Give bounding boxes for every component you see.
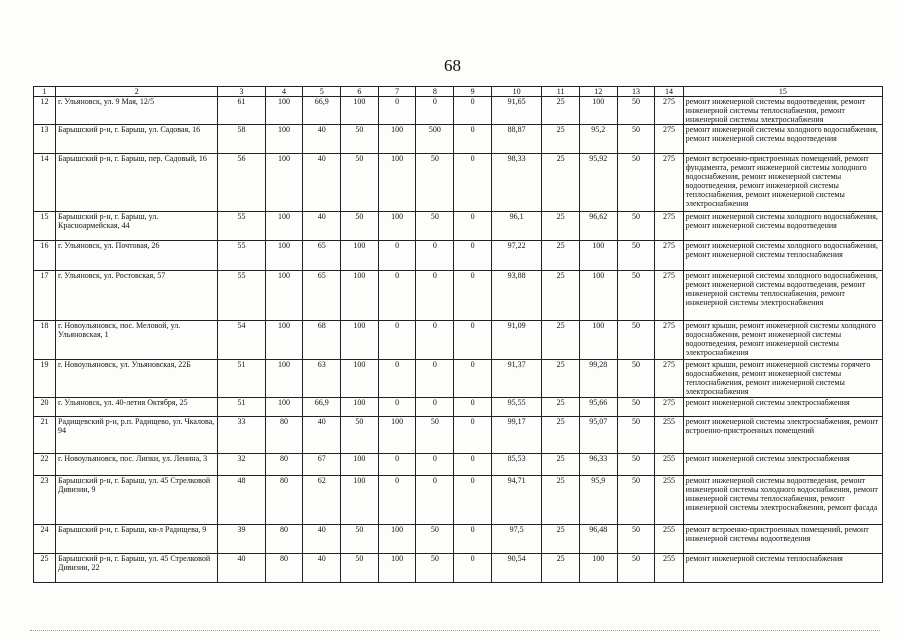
table-cell: 25 — [542, 476, 580, 525]
address-cell: Барышский р-н, г. Барыш, пер. Садовый, 16 — [56, 154, 218, 212]
table-cell: 50 — [617, 454, 655, 476]
column-header: 2 — [56, 87, 218, 97]
table-cell: 93,88 — [491, 271, 541, 321]
table-cell: 50 — [617, 212, 655, 241]
table-cell: 20 — [34, 398, 56, 417]
works-cell: ремонт инженерной системы электроснабжения, ремонт встроенно-пристроенных помещений — [683, 417, 882, 454]
table-cell: 100 — [579, 271, 617, 321]
address-cell: Барышский р-н, г. Барыш, ул. 45 Стрелковой Дивизии, 9 — [56, 476, 218, 525]
table-cell: 40 — [303, 212, 341, 241]
table-cell: 0 — [454, 125, 492, 154]
table-cell: 0 — [454, 554, 492, 583]
column-header: 9 — [454, 87, 492, 97]
column-header: 13 — [617, 87, 655, 97]
table-cell: 0 — [454, 417, 492, 454]
table-cell: 25 — [542, 321, 580, 360]
table-row — [34, 212, 883, 241]
table-cell: 100 — [341, 241, 379, 271]
table-cell: 100 — [378, 554, 416, 583]
table-cell: 50 — [617, 271, 655, 321]
table-cell: 50 — [617, 97, 655, 125]
column-header: 14 — [655, 87, 683, 97]
table-cell: 50 — [617, 241, 655, 271]
table-cell: 12 — [34, 97, 56, 125]
table-cell: 0 — [416, 360, 454, 398]
works-cell: ремонт инженерной системы холодного водоснабжения, ремонт инженерной системы водоотведения — [683, 212, 882, 241]
table-cell: 0 — [416, 398, 454, 417]
table-cell: 0 — [454, 321, 492, 360]
works-cell: ремонт крыши, ремонт инженерной системы горячего водоснабжения, ремонт инженерной системы теплоснабжения, ремонт инженерной системы электроснабжения — [683, 360, 882, 398]
works-cell: ремонт инженерной системы водоотведения, ремонт инженерной системы холодного водоснабжения, ремонт инженерной системы теплоснабжения, ремонт инженерной системы электроснабжения, ремонт фасада — [683, 476, 882, 525]
table-row — [34, 476, 883, 525]
table-cell: 275 — [655, 212, 683, 241]
table-cell: 100 — [265, 125, 303, 154]
table-cell: 40 — [303, 417, 341, 454]
table-cell: 100 — [265, 398, 303, 417]
table-cell: 95,07 — [579, 417, 617, 454]
works-cell: ремонт инженерной системы электроснабжения — [683, 398, 882, 417]
table-cell: 100 — [341, 454, 379, 476]
table-cell: 23 — [34, 476, 56, 525]
table-cell: 275 — [655, 321, 683, 360]
table-cell: 91,09 — [491, 321, 541, 360]
table-cell: 100 — [265, 97, 303, 125]
table-cell: 0 — [454, 476, 492, 525]
table-cell: 98,33 — [491, 154, 541, 212]
table-cell: 0 — [378, 360, 416, 398]
table-cell: 275 — [655, 97, 683, 125]
table-cell: 50 — [617, 417, 655, 454]
table-cell: 255 — [655, 454, 683, 476]
table-cell: 95,55 — [491, 398, 541, 417]
table-cell: 66,9 — [303, 398, 341, 417]
table-cell: 100 — [378, 417, 416, 454]
table-cell: 50 — [617, 154, 655, 212]
table-cell: 25 — [542, 271, 580, 321]
address-cell: г. Новоульяновск, пос. Липки, ул. Ленина, 3 — [56, 454, 218, 476]
table-cell: 50 — [341, 554, 379, 583]
table-cell: 50 — [341, 212, 379, 241]
table-cell: 255 — [655, 417, 683, 454]
table-cell: 100 — [265, 241, 303, 271]
address-cell: Барышский р-н, г. Барыш, ул. Красноармейская, 44 — [56, 212, 218, 241]
table-cell: 18 — [34, 321, 56, 360]
table-cell: 63 — [303, 360, 341, 398]
table-cell: 55 — [218, 212, 265, 241]
column-header: 4 — [265, 87, 303, 97]
table-cell: 0 — [416, 476, 454, 525]
table-cell: 255 — [655, 554, 683, 583]
table-cell: 50 — [341, 417, 379, 454]
table-cell: 100 — [341, 321, 379, 360]
table-cell: 19 — [34, 360, 56, 398]
table-cell: 100 — [341, 360, 379, 398]
table-cell: 100 — [341, 398, 379, 417]
address-cell: Барышский р-н, г. Барыш, кв-л Радищева, 9 — [56, 525, 218, 554]
table-cell: 50 — [617, 525, 655, 554]
table-cell: 50 — [341, 525, 379, 554]
address-cell: г. Ульяновск, ул. 9 Мая, 12/5 — [56, 97, 218, 125]
table-cell: 50 — [617, 398, 655, 417]
works-cell: ремонт встроенно-пристроенных помещений, ремонт инженерной системы водоотведения — [683, 525, 882, 554]
table-cell: 0 — [454, 360, 492, 398]
table-cell: 0 — [454, 398, 492, 417]
table-cell: 50 — [617, 125, 655, 154]
table-cell: 25 — [542, 454, 580, 476]
table-cell: 100 — [265, 154, 303, 212]
table-cell: 255 — [655, 525, 683, 554]
table-cell: 25 — [542, 125, 580, 154]
works-cell: ремонт инженерной системы холодного водоснабжения, ремонт инженерной системы водоотведения — [683, 125, 882, 154]
table-cell: 24 — [34, 525, 56, 554]
address-cell: г. Ульяновск, ул. 40-летия Октября, 25 — [56, 398, 218, 417]
table-cell: 100 — [579, 97, 617, 125]
table-cell: 100 — [265, 321, 303, 360]
table-cell: 96,33 — [579, 454, 617, 476]
table-cell: 25 — [542, 97, 580, 125]
table-cell: 0 — [378, 454, 416, 476]
table-cell: 96,62 — [579, 212, 617, 241]
table-row — [34, 454, 883, 476]
table-cell: 88,87 — [491, 125, 541, 154]
table-cell: 65 — [303, 271, 341, 321]
table-cell: 32 — [218, 454, 265, 476]
table-cell: 95,9 — [579, 476, 617, 525]
table-cell: 50 — [617, 476, 655, 525]
table-cell: 500 — [416, 125, 454, 154]
table-cell: 65 — [303, 241, 341, 271]
table-cell: 25 — [34, 554, 56, 583]
works-cell: ремонт инженерной системы электроснабжения — [683, 454, 882, 476]
table-cell: 0 — [378, 271, 416, 321]
table-cell: 275 — [655, 398, 683, 417]
table-cell: 94,71 — [491, 476, 541, 525]
column-header: 15 — [683, 87, 882, 97]
address-cell: г. Новоульяновск, ул. Ульяновская, 22Б — [56, 360, 218, 398]
table-cell: 80 — [265, 454, 303, 476]
table-cell: 25 — [542, 398, 580, 417]
table-cell: 96,1 — [491, 212, 541, 241]
table-cell: 91,65 — [491, 97, 541, 125]
table-cell: 0 — [416, 321, 454, 360]
table-row — [34, 154, 883, 212]
table-cell: 13 — [34, 125, 56, 154]
table-cell: 275 — [655, 154, 683, 212]
table-cell: 39 — [218, 525, 265, 554]
table-cell: 15 — [34, 212, 56, 241]
table-cell: 99,28 — [579, 360, 617, 398]
works-cell: ремонт встроенно-пристроенных помещений, ремонт фундамента, ремонт инженерной системы холодного водоснабжения, ремонт инженерной системы водоотведения, ремонт инженерной системы теплоснабжения, ремонт инженерной системы электроснабжения — [683, 154, 882, 212]
table-cell: 99,17 — [491, 417, 541, 454]
table-cell: 0 — [416, 241, 454, 271]
table-cell: 51 — [218, 398, 265, 417]
repair-table — [33, 86, 883, 583]
table-cell: 66,9 — [303, 97, 341, 125]
table-cell: 100 — [378, 154, 416, 212]
table-cell: 14 — [34, 154, 56, 212]
table-row — [34, 417, 883, 454]
scan-edge — [30, 630, 880, 634]
table-cell: 0 — [378, 241, 416, 271]
works-cell: ремонт инженерной системы холодного водоснабжения, ремонт инженерной системы теплоснабжения — [683, 241, 882, 271]
address-cell: г. Ульяновск, ул. Ростовская, 57 — [56, 271, 218, 321]
table-cell: 21 — [34, 417, 56, 454]
table-row — [34, 360, 883, 398]
address-cell: Барышский р-н, г. Барыш, ул. 45 Стрелковой Дивизии, 22 — [56, 554, 218, 583]
table-cell: 0 — [378, 476, 416, 525]
table-cell: 50 — [416, 212, 454, 241]
table-cell: 25 — [542, 554, 580, 583]
table-cell: 91,37 — [491, 360, 541, 398]
table-row — [34, 271, 883, 321]
table-cell: 25 — [542, 360, 580, 398]
column-header: 1 — [34, 87, 56, 97]
table-cell: 33 — [218, 417, 265, 454]
table-cell: 0 — [454, 271, 492, 321]
table-cell: 0 — [454, 154, 492, 212]
table-cell: 275 — [655, 271, 683, 321]
table-cell: 48 — [218, 476, 265, 525]
table-cell: 50 — [617, 554, 655, 583]
table-row — [34, 525, 883, 554]
table-cell: 275 — [655, 241, 683, 271]
table-cell: 50 — [416, 154, 454, 212]
table-cell: 0 — [378, 321, 416, 360]
table-cell: 56 — [218, 154, 265, 212]
table-cell: 97,5 — [491, 525, 541, 554]
table-cell: 50 — [416, 554, 454, 583]
table-cell: 0 — [454, 241, 492, 271]
table-cell: 100 — [265, 271, 303, 321]
table-cell: 80 — [265, 554, 303, 583]
table-cell: 0 — [454, 97, 492, 125]
table-cell: 62 — [303, 476, 341, 525]
table-cell: 80 — [265, 525, 303, 554]
table-cell: 0 — [454, 454, 492, 476]
works-cell: ремонт инженерной системы теплоснабжения — [683, 554, 882, 583]
column-header: 10 — [491, 87, 541, 97]
table-cell: 58 — [218, 125, 265, 154]
table-cell: 96,48 — [579, 525, 617, 554]
column-header: 6 — [341, 87, 379, 97]
table-cell: 22 — [34, 454, 56, 476]
table-cell: 100 — [341, 476, 379, 525]
table-cell: 255 — [655, 476, 683, 525]
works-cell: ремонт крыши, ремонт инженерной системы холодного водоснабжения, ремонт инженерной системы водоотведения, ремонт инженерной системы электроснабжения — [683, 321, 882, 360]
table-row — [34, 125, 883, 154]
table-row — [34, 554, 883, 583]
table-cell: 90,54 — [491, 554, 541, 583]
column-header: 3 — [218, 87, 265, 97]
table-cell: 40 — [303, 554, 341, 583]
table-cell: 55 — [218, 241, 265, 271]
table-cell: 40 — [218, 554, 265, 583]
table-row — [34, 241, 883, 271]
table-cell: 100 — [341, 271, 379, 321]
table-cell: 275 — [655, 125, 683, 154]
address-cell: Радищевский р-н, р.п. Радищево, ул. Чкалова, 94 — [56, 417, 218, 454]
table-cell: 25 — [542, 417, 580, 454]
column-header: 12 — [579, 87, 617, 97]
table-cell: 0 — [416, 454, 454, 476]
table-cell: 68 — [303, 321, 341, 360]
table-cell: 0 — [378, 97, 416, 125]
table-cell: 17 — [34, 271, 56, 321]
table-cell: 0 — [454, 525, 492, 554]
table-cell: 275 — [655, 360, 683, 398]
header-row — [34, 87, 883, 97]
table-cell: 67 — [303, 454, 341, 476]
table-row — [34, 321, 883, 360]
table-cell: 55 — [218, 271, 265, 321]
table-cell: 100 — [378, 212, 416, 241]
table-cell: 25 — [542, 525, 580, 554]
table-cell: 50 — [341, 154, 379, 212]
column-header: 8 — [416, 87, 454, 97]
address-cell: г. Новоульяновск, пос. Меловой, ул. Ульяновская, 1 — [56, 321, 218, 360]
table-cell: 54 — [218, 321, 265, 360]
table-cell: 100 — [265, 212, 303, 241]
table-cell: 40 — [303, 525, 341, 554]
table-cell: 50 — [617, 360, 655, 398]
table-cell: 16 — [34, 241, 56, 271]
table-cell: 0 — [416, 97, 454, 125]
table-cell: 61 — [218, 97, 265, 125]
table-cell: 80 — [265, 476, 303, 525]
table-cell: 100 — [579, 321, 617, 360]
works-cell: ремонт инженерной системы холодного водоснабжения, ремонт инженерной системы водоотведения, ремонт инженерной системы теплоснабжения, ремонт инженерной системы электроснабжения — [683, 271, 882, 321]
table-cell: 50 — [341, 125, 379, 154]
table-cell: 80 — [265, 417, 303, 454]
table-cell: 25 — [542, 212, 580, 241]
table-cell: 40 — [303, 125, 341, 154]
table-cell: 100 — [579, 241, 617, 271]
column-header: 11 — [542, 87, 580, 97]
works-cell: ремонт инженерной системы водоотведения, ремонт инженерной системы теплоснабжения, ремонт инженерной системы электроснабжения — [683, 97, 882, 125]
table-cell: 50 — [416, 525, 454, 554]
table-cell: 0 — [416, 271, 454, 321]
table-cell: 25 — [542, 154, 580, 212]
address-cell: г. Ульяновск, ул. Почтовая, 26 — [56, 241, 218, 271]
page-number: 68 — [444, 56, 461, 75]
table-cell: 51 — [218, 360, 265, 398]
table-cell: 40 — [303, 154, 341, 212]
table-cell: 85,53 — [491, 454, 541, 476]
table-cell: 100 — [265, 360, 303, 398]
table-cell: 100 — [378, 125, 416, 154]
table-cell: 0 — [454, 212, 492, 241]
table-cell: 50 — [617, 321, 655, 360]
table-cell: 95,92 — [579, 154, 617, 212]
column-header: 7 — [378, 87, 416, 97]
table-cell: 95,2 — [579, 125, 617, 154]
table-cell: 100 — [341, 97, 379, 125]
table-cell: 50 — [416, 417, 454, 454]
table-cell: 25 — [542, 241, 580, 271]
table-row — [34, 398, 883, 417]
table-cell: 100 — [378, 525, 416, 554]
column-header: 5 — [303, 87, 341, 97]
table-cell: 95,66 — [579, 398, 617, 417]
table-cell: 100 — [579, 554, 617, 583]
table-cell: 0 — [378, 398, 416, 417]
table-cell: 97,22 — [491, 241, 541, 271]
address-cell: Барышский р-н, г. Барыш, ул. Садовая, 16 — [56, 125, 218, 154]
table-row — [34, 97, 883, 125]
